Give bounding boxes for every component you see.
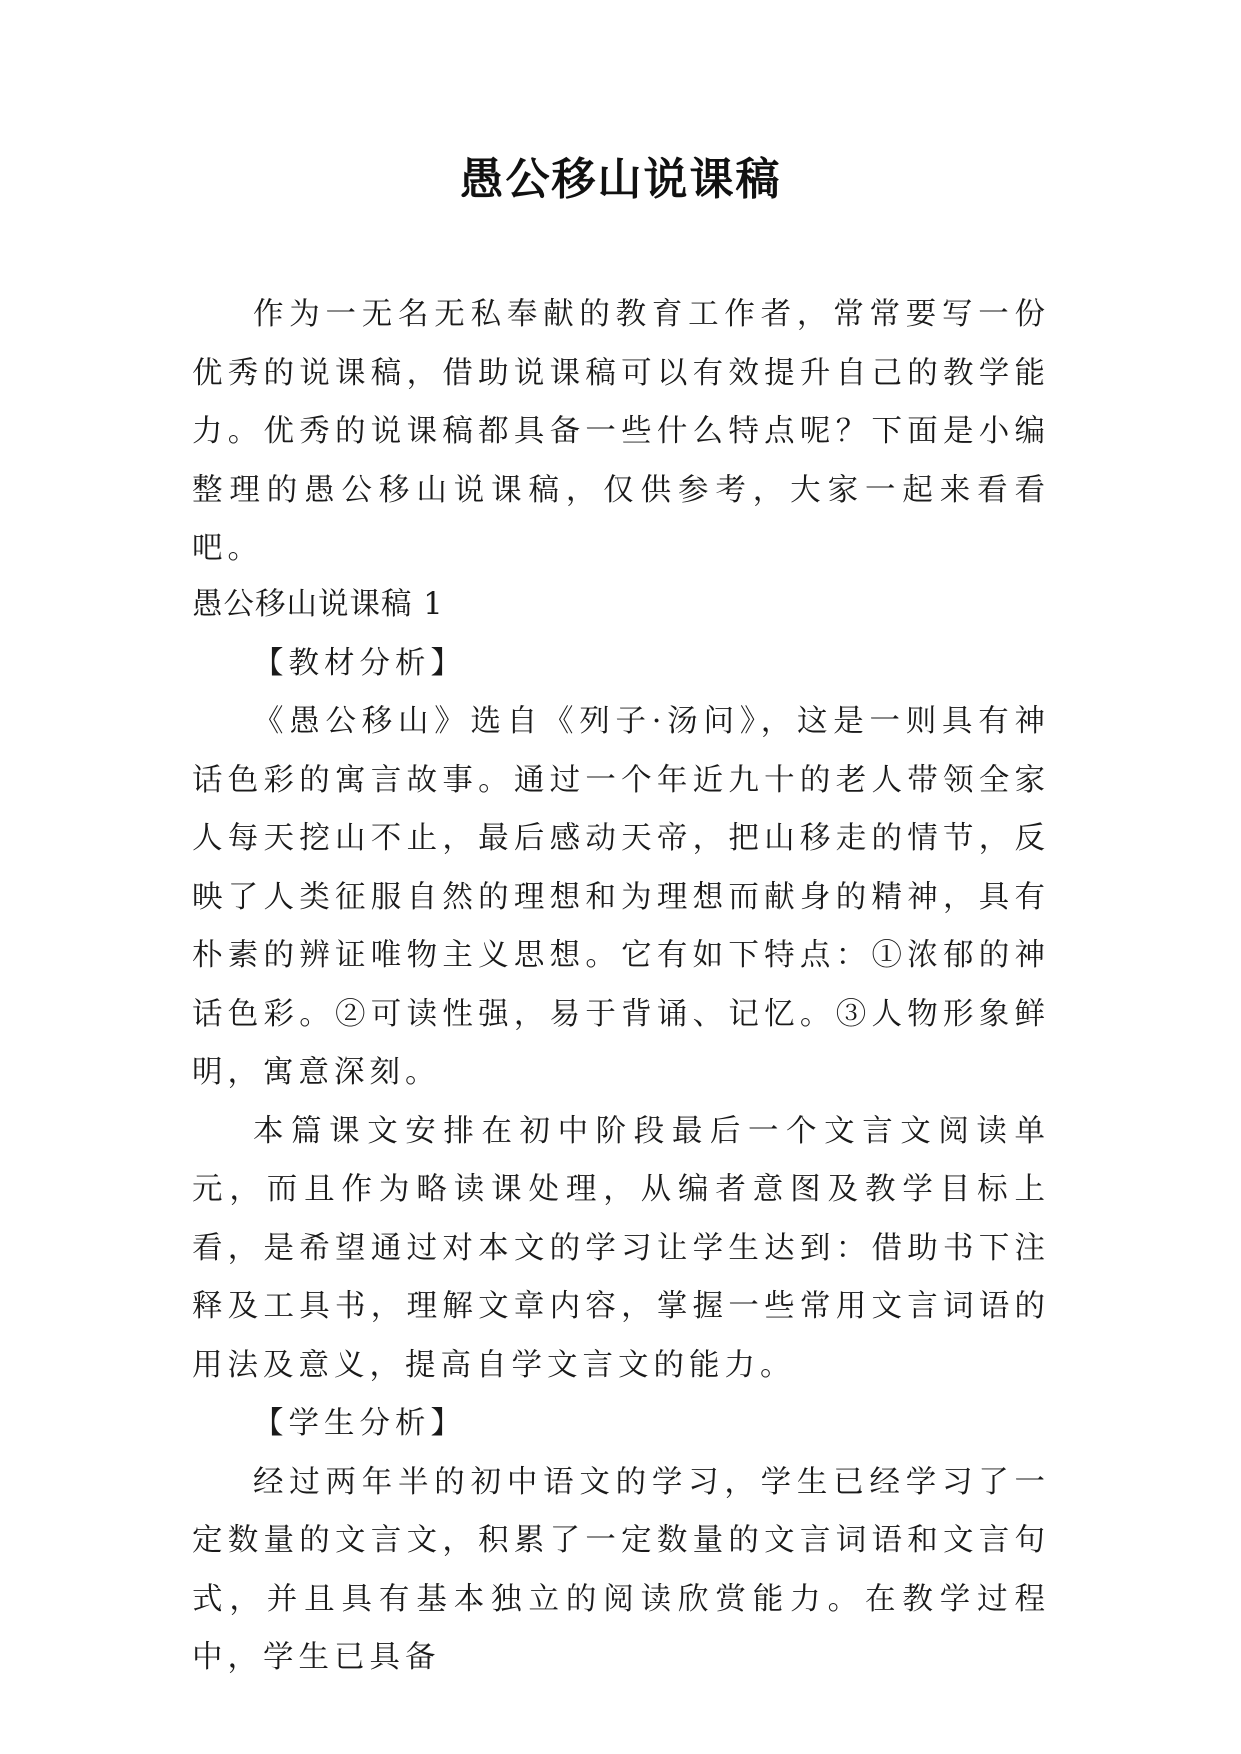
paragraph-material-2: 本篇课文安排在初中阶段最后一个文言文阅读单元，而且作为略读课处理，从编者意图及教学目标上看，是希望通过对本文的学习让学生达到：借助书下注释及工具书，理解文章内容，掌握一些常用文言词语的用法及意义，提高自学文言文的能力。	[192, 1113, 1050, 1383]
intro-paragraph: 作为一无名无私奉献的教育工作者，常常要写一份优秀的说课稿，借助说课稿可以有效提升自己的教学能力。优秀的说课稿都具备一些什么特点呢？下面是小编整理的愚公移山说课稿，仅供参考，大家一起来看看吧。	[192, 297, 1050, 566]
heading-material-analysis: 【教材分析】	[253, 645, 466, 681]
content-block	[192, 576, 1050, 1688]
document-title: 愚公移山说课稿	[459, 154, 782, 205]
heading-student-analysis: 【学生分析】	[253, 1406, 466, 1441]
section-title: 愚公移山说课稿 1	[192, 587, 444, 622]
paragraph-students-1: 经过两年半的初中语文的学习，学生已经学习了一定数量的文言文，积累了一定数量的文言词语和文言句式，并且具有基本独立的阅读欣赏能力。在教学过程中，学生已具备	[192, 1464, 1050, 1675]
intro-block	[192, 286, 1050, 579]
paragraph-material-1: 《愚公移山》选自《列子·汤问》，这是一则具有神话色彩的寓言故事。通过一个年近九十的老人带领全家人每天挖山不止，最后感动天帝，把山移走的情节，反映了人类征服自然的理想和为理想而献身的精神，具有朴素的辨证唯物主义思想。它有如下特点：①浓郁的神话色彩。②可读性强，易于背诵、记忆。③人物形象鲜明，寓意深刻。	[192, 704, 1050, 1090]
